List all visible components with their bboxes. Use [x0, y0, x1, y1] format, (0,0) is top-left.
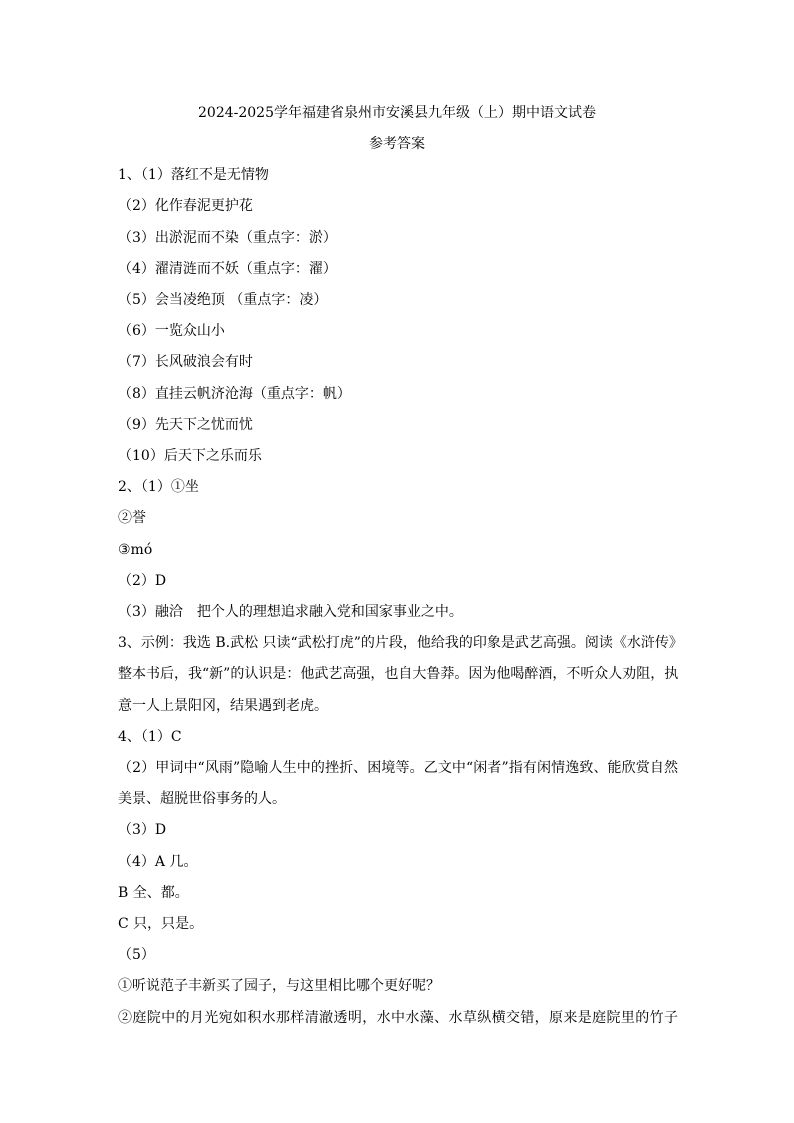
answer-line: （6）一览众山小 [118, 323, 225, 339]
answer-line: 4、（1）C [118, 729, 182, 745]
answer-line: C 只，只是。 [118, 916, 204, 932]
answer-line: （4）濯清涟而不妖（重点字：濯） [118, 261, 337, 277]
answer-line: 意一人上景阳冈，结果遇到老虎。 [118, 698, 328, 714]
answer-line: ②誉 [118, 510, 146, 526]
answer-line: 美景、超脱世俗事务的人。 [118, 791, 286, 807]
answer-line: （5）会当凌绝顶 （重点字：凌） [118, 292, 328, 308]
answer-line: 3、示例：我选 B.武松 只读“武松打虎”的片段，他给我的印象是武艺高强。阅读《水浒传》 [118, 635, 683, 651]
document-title: 2024-2025学年福建省泉州市安溪县九年级（上）期中语文试卷 [198, 105, 596, 121]
answer-line: （2）D [118, 573, 167, 589]
answer-line: 2、（1）①坐 [118, 479, 199, 495]
answer-line: （3）出淤泥而不染（重点字：淤） [118, 230, 337, 246]
answer-line: （3）融洽 把个人的理想追求融入党和国家事业之中。 [118, 604, 463, 620]
answer-line: （7）长风破浪会有时 [118, 354, 253, 370]
answer-line: （5） [118, 947, 155, 963]
answer-line: ③mó [118, 542, 153, 558]
answer-line: 1、（1）落红不是无情物 [118, 167, 269, 183]
answer-line: B 全、都。 [118, 885, 189, 901]
answer-line: （9）先天下之忧而忧 [118, 417, 253, 433]
answer-line: （2）甲词中“风雨”隐喻人生中的挫折、困境等。乙文中“闲者”指有闲情逸致、能欣赏自然 [118, 760, 678, 776]
answer-line: （3）D [118, 822, 167, 838]
answer-line: （8）直挂云帆济沧海（重点字：帆） [118, 386, 351, 402]
answer-line: ①听说范子丰新买了园子，与这里相比哪个更好呢？ [118, 978, 440, 994]
answer-line: （2）化作春泥更护花 [118, 198, 253, 214]
answer-line: 整本书后，我“新”的认识是：他武艺高强，也自大鲁莽。因为他喝醉酒，不听众人劝阻，执 [118, 666, 679, 682]
document-subtitle: 参考答案 [369, 136, 425, 152]
answer-line: （10）后天下之乐而乐 [118, 448, 262, 464]
answer-line: （4）A 几。 [118, 854, 198, 870]
answer-line: ②庭院中的月光宛如积水那样清澈透明，水中水藻、水草纵横交错，原来是庭院里的竹子 [118, 1010, 678, 1026]
